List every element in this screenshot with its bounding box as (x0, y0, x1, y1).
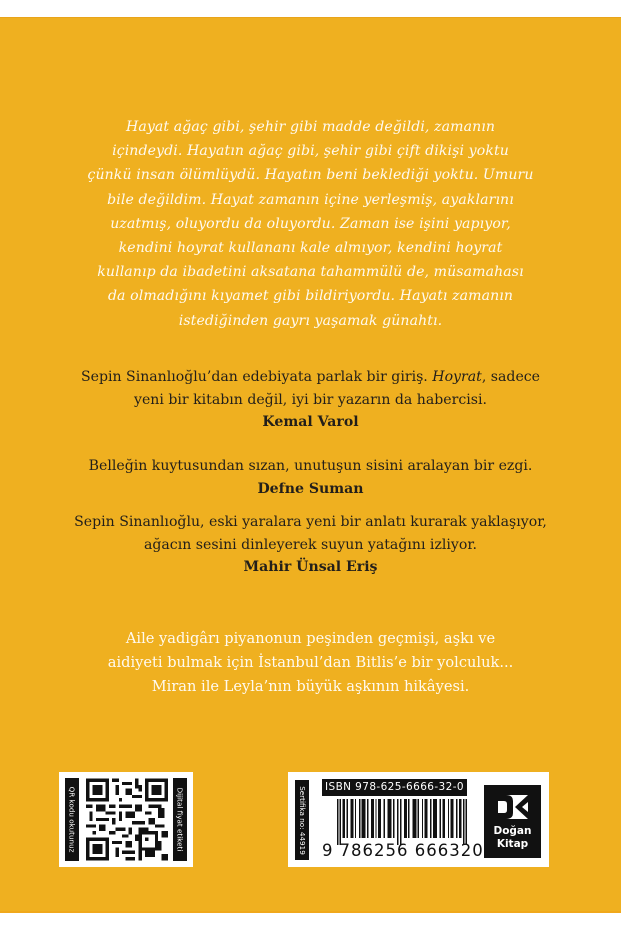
review-kemal-varol (0, 366, 621, 434)
review-line: Sepin Sinanlıoğlu, eski yaralara yeni bir anlatı kurarak yaklaşıyor, (74, 514, 547, 530)
review-line: Belleğin kuytusundan sızan, unutuşun sisini aralayan bir ezgi. (88, 458, 533, 474)
blurb-line: aidiyeti bulmak için İstanbul’dan Bitlis’e bir yolculuk... (107, 654, 514, 671)
blurb-line: Miran ile Leyla’nın büyük aşkının hikâyesi. (151, 678, 470, 695)
review-line: Sepin Sinanlıoğlu’dan edebiyata parlak bir giriş. Hoyrat, sadece (80, 369, 541, 385)
review-author: Defne Suman (257, 480, 364, 497)
excerpt-line: kullanıp da ibadetini aksatana tahammülü de, müsamahası (97, 264, 524, 281)
qr-scan-label: QR kodu okutunuz (65, 778, 79, 861)
book-blurb (0, 627, 621, 699)
barcode-number: 9 786256 666320 (322, 841, 484, 860)
review-line: yeni bir kitabın değil, iyi bir yazarın da habercisi. (134, 391, 487, 408)
review-defne-suman (0, 455, 621, 500)
publisher-logo (484, 785, 541, 858)
review-mahir-unsal-eris (0, 511, 621, 579)
publisher-name: Doğan Kitap (493, 825, 532, 850)
excerpt-line: kendini hoyrat kullananı kale almıyor, kendini hoyrat (118, 240, 503, 257)
barcode-icon (337, 799, 467, 845)
review-line: ağacın sesini dinleyerek suyun yatağını izliyor. (143, 536, 477, 553)
book-excerpt (70, 115, 551, 333)
excerpt-line: istediğinden gayrı yaşamak günahtı. (178, 312, 443, 329)
excerpt-line: içindeydi. Hayatın ağaç gibi, şehir gibi çift dikişi yoktu (112, 143, 509, 160)
blurb-line: Aile yadigârı piyanonun peşinden geçmişi, aşkı ve (125, 630, 496, 647)
qr-price-sticker (59, 772, 193, 867)
review-author: Kemal Varol (262, 414, 359, 430)
excerpt-line: uzatmış, oluyordu da oluyordu. Zaman ise işini yapıyor, (110, 215, 511, 232)
qr-code-icon[interactable] (86, 778, 168, 861)
isbn-sticker (288, 772, 549, 867)
isbn-label: ISBN 978-625-6666-32-0 (322, 779, 467, 796)
book-back-cover (0, 17, 621, 913)
excerpt-line: çünkü insan ölümlüydü. Hayatın beni beklediği yoktu. Umuru (87, 167, 534, 184)
excerpt-line: Hayat ağaç gibi, şehir gibi madde değildi, zamanın (125, 119, 496, 135)
excerpt-line: da olmadığını kıyamet gibi bildiriyordu. Hayatı zamanın (107, 288, 514, 305)
book-title-italic: Hoyrat (432, 369, 482, 385)
certificate-number-label: Sertifika no: 44919 (295, 780, 309, 860)
excerpt-line: bile değildim. Hayat zamanın içine yerleşmiş, ayaklarını (107, 191, 514, 208)
review-author: Mahir Ünsal Eriş (243, 559, 378, 575)
dk-logo-icon (498, 795, 528, 819)
digital-price-label: Dijital fiyat etiketi (173, 778, 187, 861)
